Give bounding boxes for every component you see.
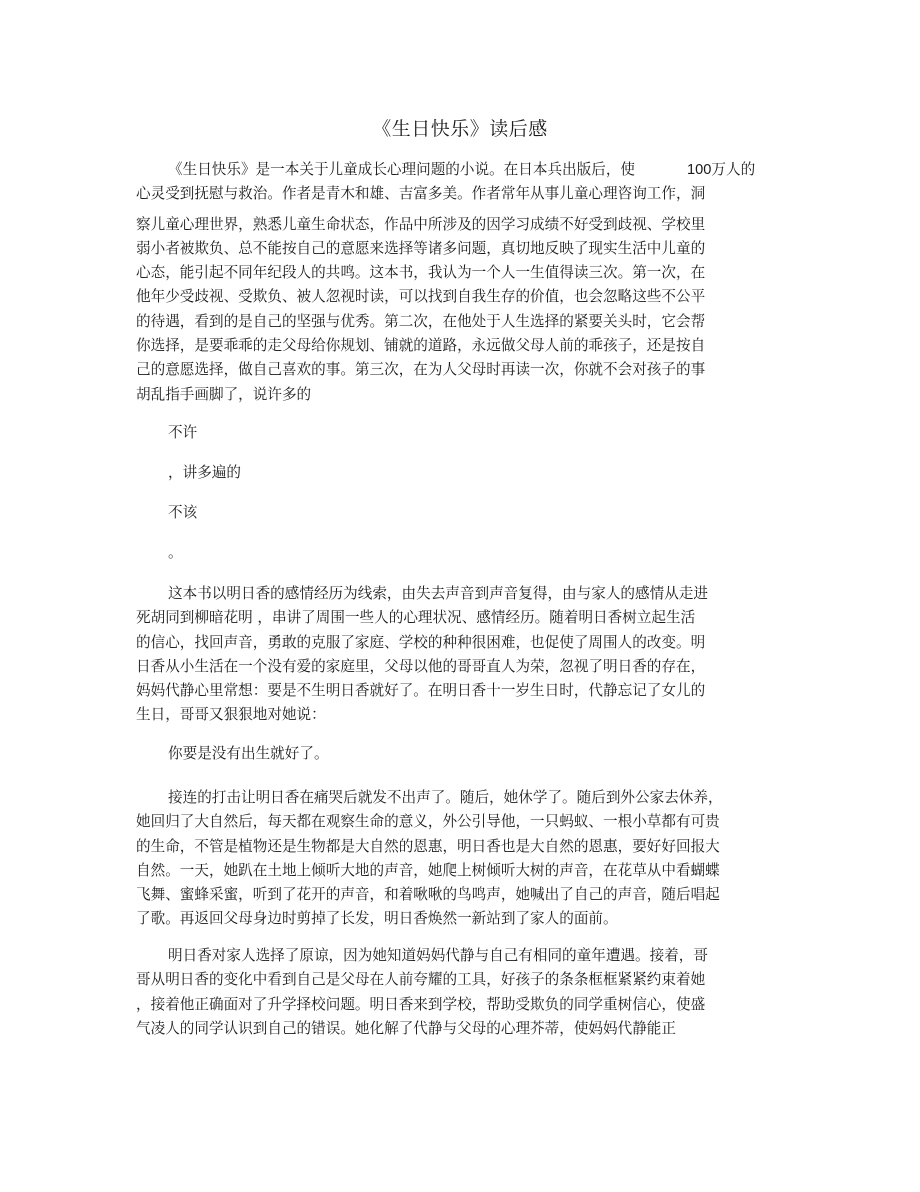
- paragraph-line: 这本书以明日香的感情经历为线索，由失去声音到声音复得，由与家人的感情从走进: [168, 585, 708, 602]
- paragraph-line: 心态，能引起不同年纪段人的共鸣。这本书，我认为一个人一生值得读三次。第一次，在: [136, 264, 706, 282]
- paragraph-line: 的生命，不管是植物还是生物都是大自然的恩惠，明日香也是大自然的恩惠，要好好回报大: [136, 837, 720, 855]
- paragraph-line: 弱小者被欺负、总不能按自己的意愿来选择等诸多问题，真切地反映了现实生活中儿童的: [136, 239, 706, 257]
- quote-text: 你要是没有出生就好了。: [168, 745, 329, 762]
- paragraph-line: 的信心，找回声音，勇敢的克服了家庭、学校的种种很困难，也促使了周围人的改变。明: [136, 633, 706, 651]
- paragraph-line: 明日香对家人选择了原谅，因为她知道妈妈代静与自己有相同的童年遭遇。接着，哥: [168, 947, 708, 964]
- paragraph-line: 日香从小生活在一个没有爱的家庭里，父母以他的哥哥直人为荣，忽视了明日香的存在，: [136, 657, 706, 675]
- paragraph-3: [136, 786, 782, 932]
- paragraph-line: 她回归了大自然后，每天都在观察生命的意义，外公引导他，一只蚂蚁、一根小草都有可贵: [136, 813, 720, 831]
- paragraph-line: 妈妈代静心里常想：要是不生明日香就好了。在明日香十一岁生日时，代静忘记了女儿的: [136, 682, 706, 700]
- paragraph-line: 的待遇，看到的是自己的坚强与优秀。第二次，在他处于人生选择的紧要关头时，它会帮: [136, 312, 706, 330]
- paragraph-line: 了歌。再返回父母身边时剪掉了长发，明日香焕然一新站到了家人的面前。: [136, 910, 618, 928]
- paragraph-line: 胡乱指手画脚了，说许多的: [136, 385, 312, 403]
- paragraph-4: [136, 944, 782, 1041]
- paragraph-line: 接连的打击让明日香在痛哭后就发不出声了。随后，她休学了。随后到外公家去休养，: [168, 789, 723, 806]
- paragraph-line: 察儿童心理世界，熟悉儿童生命状态，作品中所涉及的因学习成绩不好受到歧视、学校里: [136, 215, 706, 233]
- paragraph-line: ，接着他正确面对了升学择校问题。明日香来到学校，帮助受欺负的同学重树信心，使盛: [136, 995, 706, 1013]
- paragraph-line: [136, 158, 782, 182]
- paragraph-2: [136, 582, 782, 728]
- paragraph-line: 心灵受到抚慰与救治。作者是青木和雄、吉富多美。作者常年从事儿童心理咨询工作，洞: [136, 185, 706, 203]
- paragraph-line: 飞舞、蜜蜂采蜜，听到了花开的声音，和着啾啾的鸟鸣声，她喊出了自己的声音，随后唱起: [136, 886, 720, 904]
- number-text: 100: [687, 162, 712, 178]
- paragraph-line: 自然。一天，她趴在土地上倾听大地的声音，她爬上树倾听大树的声音，在花草从中看蝴蝶: [136, 861, 720, 879]
- paragraph-line: 死胡同到柳暗花明 ，串讲了周围一些人的心理状况、感情经历。随着明日香树立起生活: [136, 609, 696, 627]
- paragraph-line: 己的意愿选择，做自己喜欢的事。第三次，在为人父母时再读一次，你就不会对孩子的事: [136, 361, 706, 379]
- paragraph-line: 他年少受歧视、受欺负、被人忽视时读，可以找到自我生存的价值，也会忽略这些不公平: [136, 288, 706, 306]
- paragraph-line: 你选择，是要乖乖的走父母给你规划、铺就的道路，永远做父母人前的乖孩子，还是按自: [136, 337, 706, 355]
- paragraph-line: 生日，哥哥又狠狠地对她说：: [136, 706, 326, 724]
- line-text: 《生日快乐》是一本关于儿童成长心理问题的小说。在日本兵出版后，使: [168, 161, 636, 178]
- fragment-text: 不许: [168, 424, 198, 441]
- page-title: 《生日快乐》读后感: [372, 118, 548, 140]
- paragraph-1: [136, 158, 782, 407]
- fragment-text: 。: [168, 544, 183, 561]
- fragment-text: 不该: [168, 504, 198, 521]
- line-text: 万人的: [711, 161, 756, 178]
- paragraph-line: 气凌人的同学认识到自己的错误。她化解了代静与父母的心理芥蒂，使妈妈代静能正: [136, 1019, 676, 1037]
- paragraph-line: 哥从明日香的变化中看到自己是父母在人前夸耀的工具，好孩子的条条框框紧紧约束着她: [136, 971, 706, 989]
- fragment-text: ，讲多遍的: [168, 464, 241, 481]
